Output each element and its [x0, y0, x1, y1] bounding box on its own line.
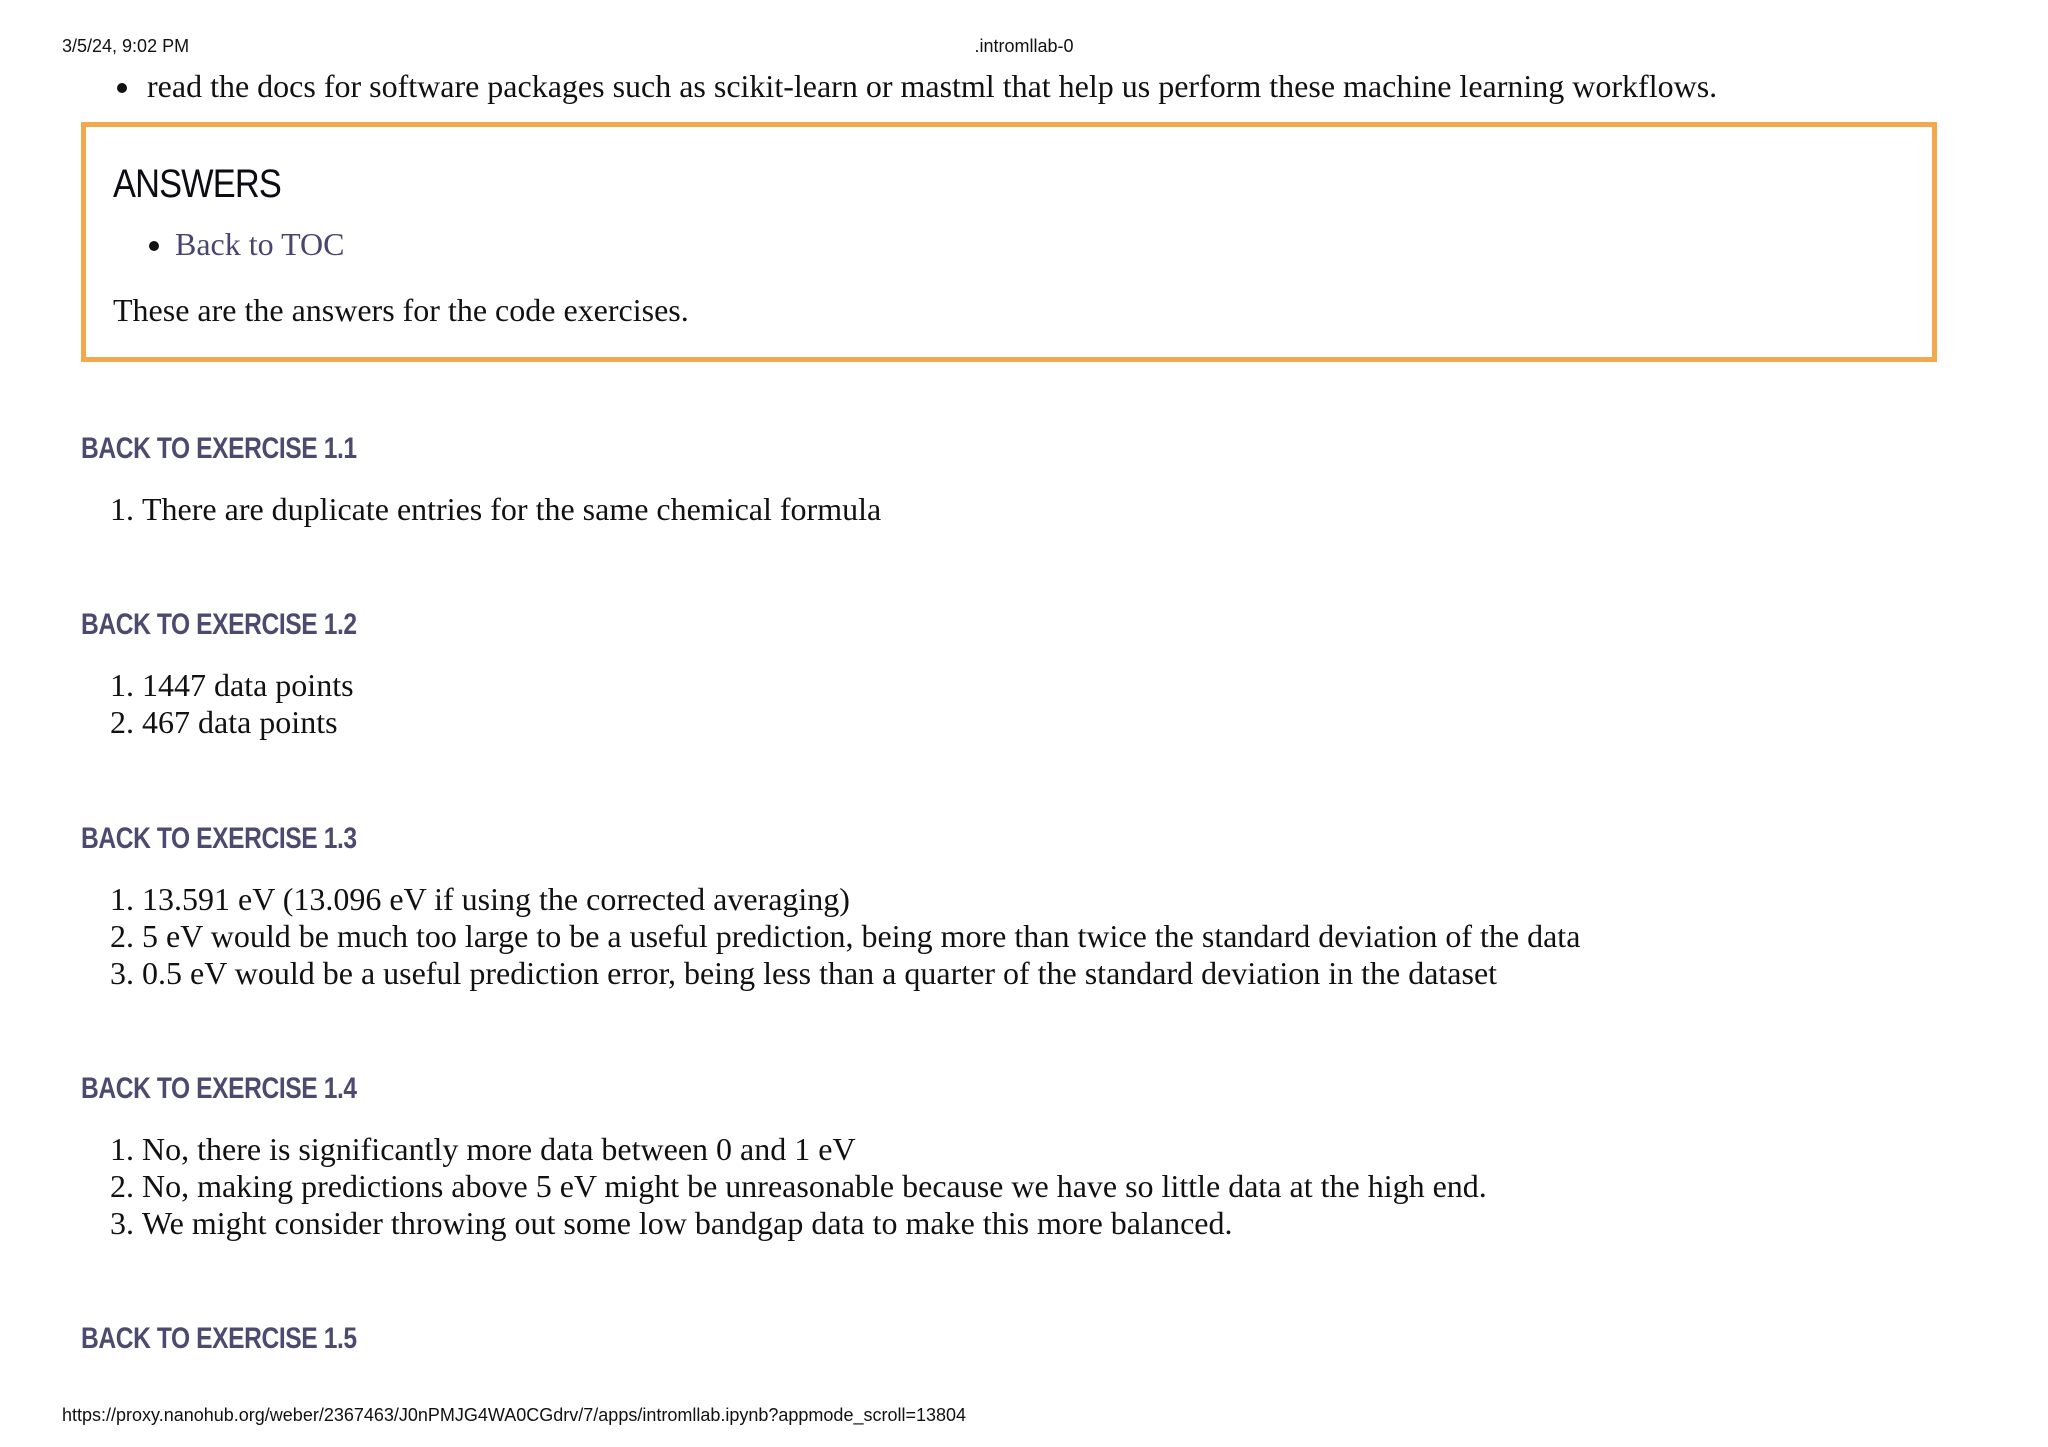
exercise-1-4-answer-list — [81, 1131, 1951, 1242]
answer-item: 2. 467 data points — [142, 704, 1951, 741]
print-document-title: .introml​lab-0 — [974, 36, 1074, 56]
answer-item: 1. 13.591 eV (13.096 eV if using the corrected averaging) — [142, 881, 1951, 918]
notebook-content — [81, 62, 1951, 1355]
answer-item: 1. 1447 data points — [142, 667, 1951, 704]
toc-link-item — [175, 221, 1905, 267]
print-url: https://proxy.nanohub.org/weber/2367463/J0nPMJG4WA0CGdrv/7/apps/intromllab.ipynb?appmode_scroll=13804 — [62, 1405, 967, 1425]
exercise-1-3-answer-list — [81, 881, 1951, 992]
print-date: 3/5/24, 9:02 PM — [62, 36, 190, 56]
answer-item: 2. 5 eV would be much too large to be a useful prediction, being more than twice the standard deviation of the data — [142, 918, 1951, 955]
exercise-1-5-section — [81, 1319, 1951, 1359]
intro-bullet-list — [81, 62, 1951, 110]
exercise-1-1-answer-list — [81, 491, 1951, 528]
exercise-1-1-section — [81, 429, 1951, 528]
answers-title: ANSWERS — [113, 162, 281, 206]
answer-item: 2. No, making predictions above 5 eV might be unreasonable because we have so little data at the high end. — [142, 1168, 1951, 1205]
back-to-toc-link[interactable]: Back to TOC — [175, 226, 345, 262]
exercise-1-1-heading-link[interactable]: BACK TO EXERCISE 1.1 — [81, 432, 357, 465]
exercise-1-4-section — [81, 1069, 1951, 1242]
answers-box — [81, 122, 1937, 362]
exercise-1-3-heading-link[interactable]: BACK TO EXERCISE 1.3 — [81, 822, 357, 855]
intro-bullet-item: • read the docs for software packages such as scikit-learn or mastml that help us perform these machine learning workflows. — [143, 62, 1951, 110]
answer-item: 1. No, there is significantly more data between 0 and 1 eV — [142, 1131, 1951, 1168]
exercise-1-2-answer-list — [81, 667, 1951, 741]
exercise-1-5-heading-link[interactable]: BACK TO EXERCISE 1.5 — [81, 1322, 357, 1355]
answer-item: 1. There are duplicate entries for the same chemical formula — [142, 491, 1951, 528]
answers-description: These are the answers for the code exercises. — [113, 292, 689, 328]
answer-item: 3. 0.5 eV would be a useful prediction error, being less than a quarter of the standard deviation in the dataset — [142, 955, 1951, 992]
toc-link-list — [113, 221, 1905, 267]
exercise-1-3-section — [81, 819, 1951, 992]
exercise-1-4-heading-link[interactable]: BACK TO EXERCISE 1.4 — [81, 1072, 357, 1105]
answer-item: 3. We might consider throwing out some low bandgap data to make this more balanced. — [142, 1205, 1951, 1242]
exercise-1-2-section — [81, 605, 1951, 741]
exercise-1-2-heading-link[interactable]: BACK TO EXERCISE 1.2 — [81, 608, 357, 641]
